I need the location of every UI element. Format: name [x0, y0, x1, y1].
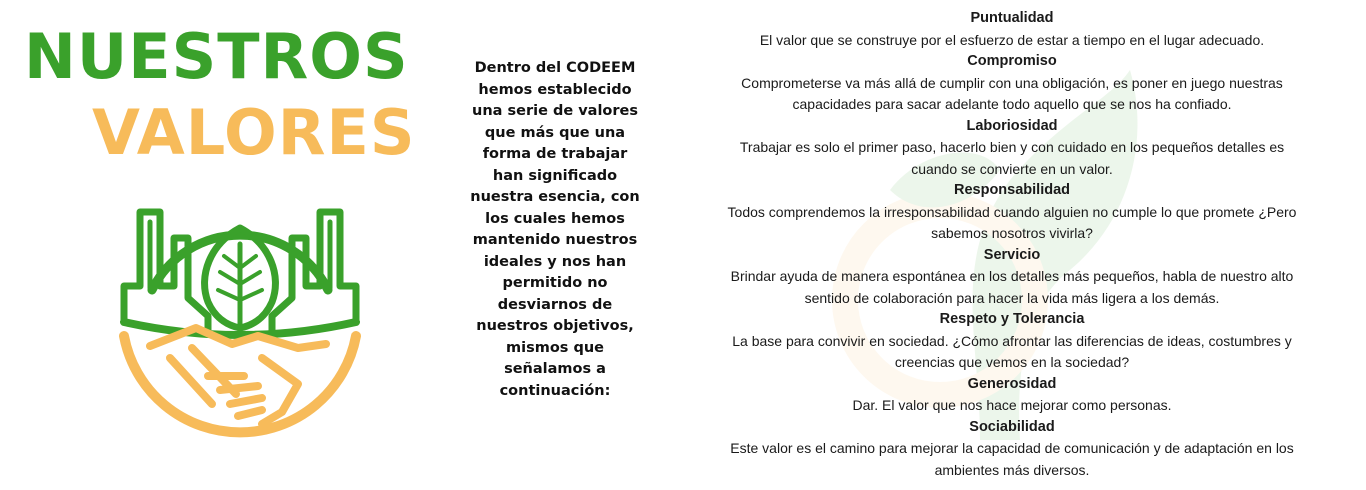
value-description: Este valor es el camino para mejorar la capacidad de comunicación y de adaptación en los ambientes más diversos.	[730, 440, 1294, 478]
value-name: Generosidad	[967, 375, 1057, 392]
value-item	[716, 180, 1308, 245]
value-name: Responsabilidad	[953, 182, 1071, 198]
value-item	[716, 8, 1308, 51]
value-item	[716, 116, 1308, 181]
leaf-handshake-emblem-icon	[112, 198, 368, 460]
value-description: Trabajar es solo el primer paso, hacerlo bien y con cuidado en los pequeños detalles es cuando se convierte en un valor.	[739, 139, 1285, 177]
value-name: Compromiso	[967, 53, 1057, 69]
value-item	[716, 417, 1308, 482]
value-description: Dar. El valor que nos hace mejorar como personas.	[852, 397, 1172, 413]
value-name: Laboriosidad	[966, 117, 1058, 134]
value-item	[716, 374, 1308, 417]
value-name: Respeto y Tolerancia	[939, 311, 1085, 327]
value-item	[716, 309, 1308, 374]
title-line-1: NUESTROS	[24, 20, 409, 93]
value-description: La base para convivir en sociedad. ¿Cómo afrontar las diferencias de ideas, costumbres y creencias que vemos en la sociedad?	[732, 332, 1292, 370]
value-item	[716, 51, 1308, 116]
value-name: Puntualidad	[970, 10, 1054, 26]
value-description: Comprometerse va más allá de cumplir con una obligación, es poner en juego nuestras capacidades para sacar adelante todo aquello que se nos ha confiado.	[741, 74, 1283, 112]
value-description: Brindar ayuda de manera espontánea en los detalles más pequeños, habla de nuestro alto sentido de colaboración para hacer la vida más ligera a los demás.	[730, 268, 1294, 306]
value-name: Sociabilidad	[969, 418, 1055, 435]
value-item	[716, 245, 1308, 310]
value-name: Servicio	[983, 246, 1041, 263]
title-line-2: VALORES	[92, 96, 416, 169]
value-description: Todos comprendemos la irresponsabilidad cuando alguien no cumple lo que promete ¿Pero sabemos nosotros vivirla?	[727, 203, 1297, 241]
value-description: El valor que se construye por el esfuerzo de estar a tiempo en el lugar adecuado.	[759, 31, 1265, 48]
values-list	[716, 8, 1308, 481]
intro-paragraph: Dentro del CODEEM hemos establecido una serie de valores que más que una forma de trabajar han significado nuestra esencia, con los cuales hemos mantenido nuestros ideales y nos han permitido no desviarnos de nuestros objetivos, mismos que señalamos a continuación:	[470, 60, 640, 399]
